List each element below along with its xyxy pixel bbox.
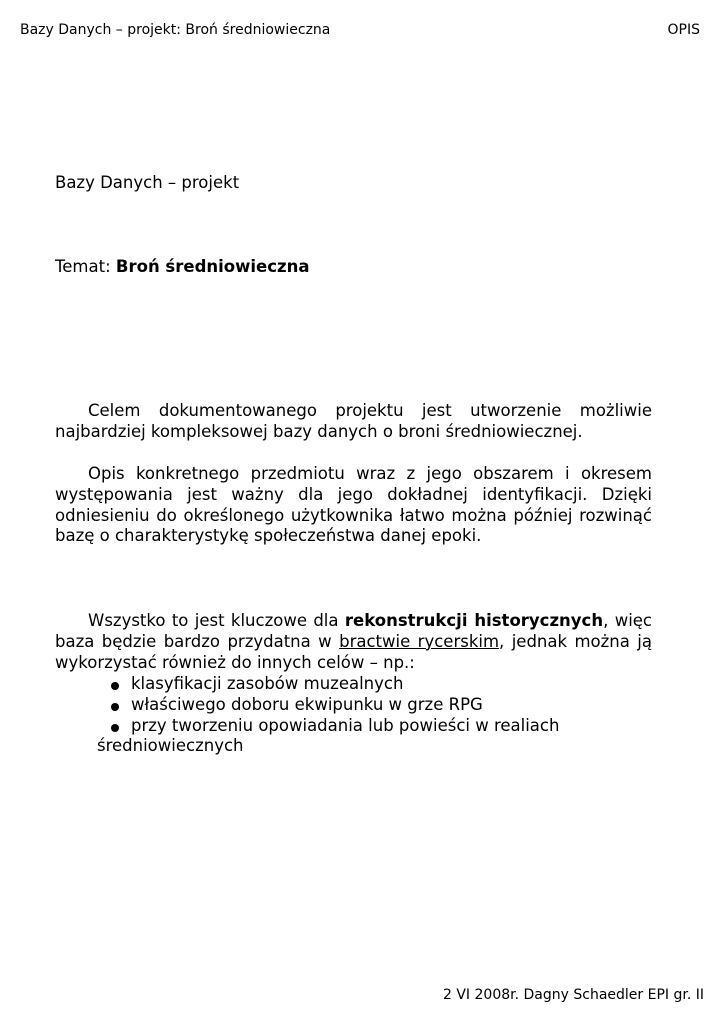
list-item-text: właściwego doboru ekwipunku w grze RPG: [131, 694, 483, 714]
paragraph-description-text: Opis konkretnego przedmiotu wraz z jego obszarem i okresem występowania jest ważny dla jego dokładnej identyfikacji. Dzięki odniesieniu do określonego użytkownika łatwo można później rozwinąć bazę o charakterystykę społeczeństwa danej epoki.: [55, 464, 652, 546]
subject-line: [55, 256, 309, 278]
paragraph-usage-underlined: bractwie rycerskim: [339, 631, 500, 651]
subject-value: Broń średniowieczna: [115, 257, 310, 276]
subject-label: Temat:: [55, 257, 116, 276]
usage-bullet-list: [97, 674, 657, 757]
list-item: [97, 674, 657, 695]
running-header-section: OPIS: [667, 22, 700, 38]
list-item-text: przy tworzeniu opowiadania lub powieści w realiach: [131, 715, 560, 735]
list-item-text: klasyfikacji zasobów muzealnych: [131, 674, 404, 693]
paragraph-usage: [55, 611, 652, 673]
page-footer: 2 VI 2008r. Dagny Schaedler EPI gr. II: [443, 987, 704, 1003]
bullet-icon: [111, 703, 119, 711]
paragraph-description: [55, 464, 652, 547]
bullet-icon: [111, 724, 119, 732]
paragraph-usage-part1: Wszystko to jest kluczowe dla: [88, 611, 345, 630]
paragraph-usage-part3: , jednak można ją wykorzystać również do innych celów – np.:: [55, 631, 653, 672]
document-title: Bazy Danych – projekt: [55, 173, 240, 192]
bullet-icon: [111, 682, 119, 690]
paragraph-goal-text: Celem dokumentowanego projektu jest utworzenie możliwie najbardziej kompleksowej bazy danych o broni średniowiecznej.: [55, 401, 652, 441]
paragraph-usage-part2: , więc baza będzie bardzo przydatna w: [55, 611, 652, 651]
list-item: [97, 695, 657, 716]
paragraph-usage-bold: rekonstrukcji historycznych: [344, 611, 604, 630]
running-header-title: Bazy Danych – projekt: Broń średniowieczna: [20, 22, 331, 38]
paragraph-goal: [55, 401, 652, 443]
list-item-continuation: średniowiecznych: [97, 736, 244, 756]
list-item: [97, 716, 657, 737]
